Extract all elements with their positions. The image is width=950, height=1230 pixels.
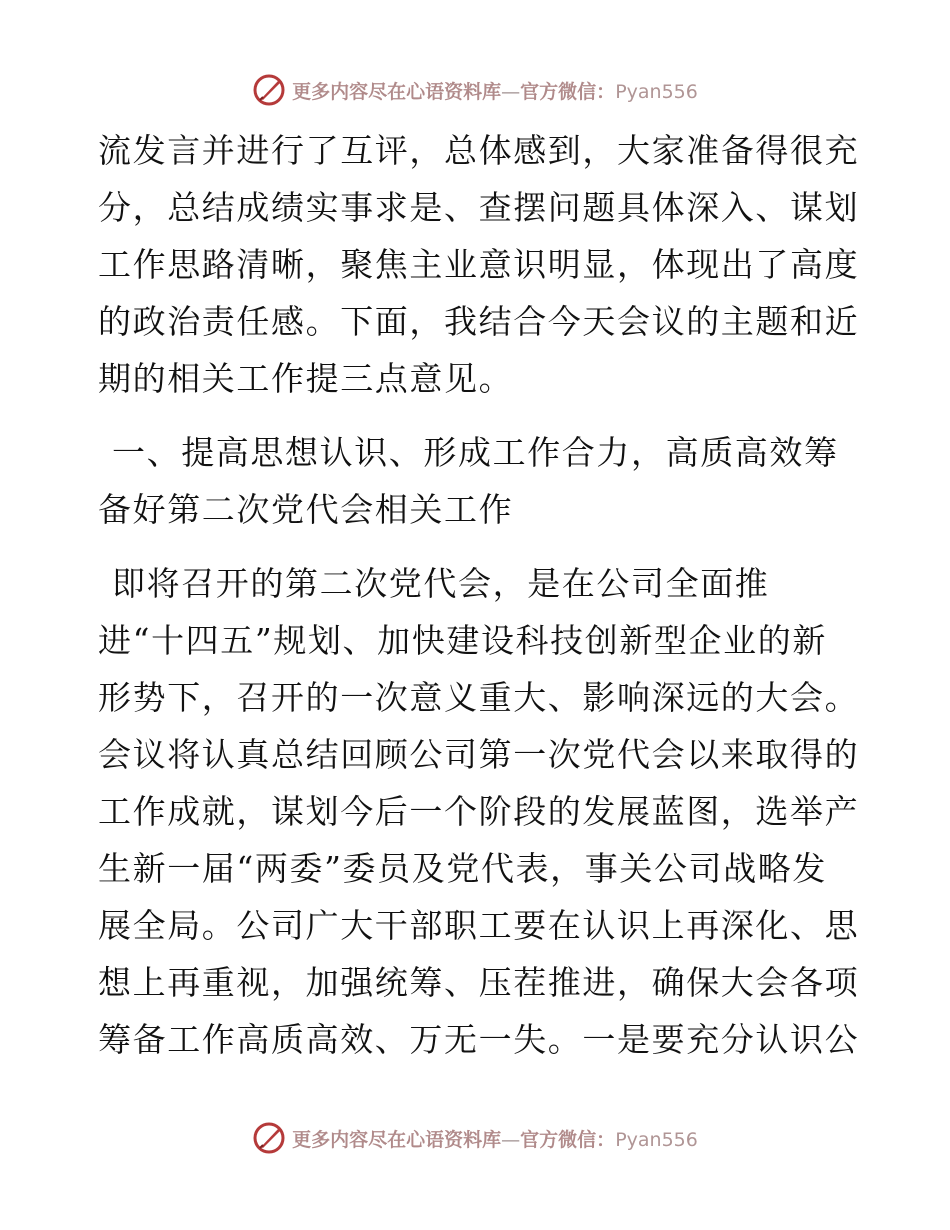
text-line: 进“十四五”规划、加快建设科技创新型企业的新 <box>98 621 827 660</box>
text-line: 即将召开的第二次党代会，是在公司全面推 <box>112 564 770 603</box>
text-line: 工作思路清晰，聚焦主业意识明显，体现出了高度 <box>98 245 860 284</box>
watermark-wechat-id: Pyan556 <box>615 80 698 103</box>
text-line: 筹备工作高质高效、万无一失。一是要充分认识公 <box>98 1020 860 1059</box>
text-line: 形势下，召开的一次意义重大、影响深远的大会。 <box>98 678 860 717</box>
text-line: 分，总结成绩实事求是、查摆问题具体深入、谋划 <box>98 188 860 227</box>
text-line: 想上再重视，加强统筹、压茬推进，确保大会各项 <box>98 963 860 1002</box>
text-line: 工作成就，谋划今后一个阶段的发展蓝图，选举产 <box>98 792 860 831</box>
watermark-brand: 更多内容尽在心语资料库 <box>292 1128 502 1151</box>
quill-seal-icon <box>252 1121 286 1155</box>
watermark-text <box>292 1125 698 1152</box>
text-line: 会议将认真总结回顾公司第一次党代会以来取得的 <box>98 735 860 774</box>
header-watermark <box>0 70 950 110</box>
watermark-wechat-label: 官方微信： <box>520 1128 616 1151</box>
text-line: 流发言并进行了互评，总体感到，大家准备得很充 <box>98 131 860 170</box>
watermark-brand: 更多内容尽在心语资料库 <box>292 80 502 103</box>
paragraph-section-1 <box>98 555 858 1068</box>
text-line: 的政治责任感。下面，我结合今天会议的主题和近 <box>98 302 860 341</box>
document-body <box>98 122 858 1068</box>
watermark-wechat-label: 官方微信： <box>520 80 616 103</box>
paragraph-gap <box>98 538 858 555</box>
watermark-separator: — <box>501 1128 521 1151</box>
watermark-text <box>292 77 698 104</box>
watermark-separator: — <box>501 80 521 103</box>
watermark-wechat-id: Pyan556 <box>615 1128 698 1151</box>
text-line: 备好第二次党代会相关工作 <box>98 490 514 529</box>
text-line: 一、提高思想认识、形成工作合力，高质高效筹 <box>112 433 839 472</box>
text-line: 生新一届“两委”委员及党代表，事关公司战略发 <box>98 849 827 888</box>
text-line: 展全局。公司广大干部职工要在认识上再深化、思 <box>98 906 860 945</box>
section-heading-1 <box>98 424 858 538</box>
paragraph-intro <box>98 122 858 407</box>
footer-watermark <box>0 1118 950 1158</box>
quill-seal-icon <box>252 73 286 107</box>
paragraph-gap <box>98 407 858 424</box>
text-line: 期的相关工作提三点意见。 <box>98 359 514 398</box>
